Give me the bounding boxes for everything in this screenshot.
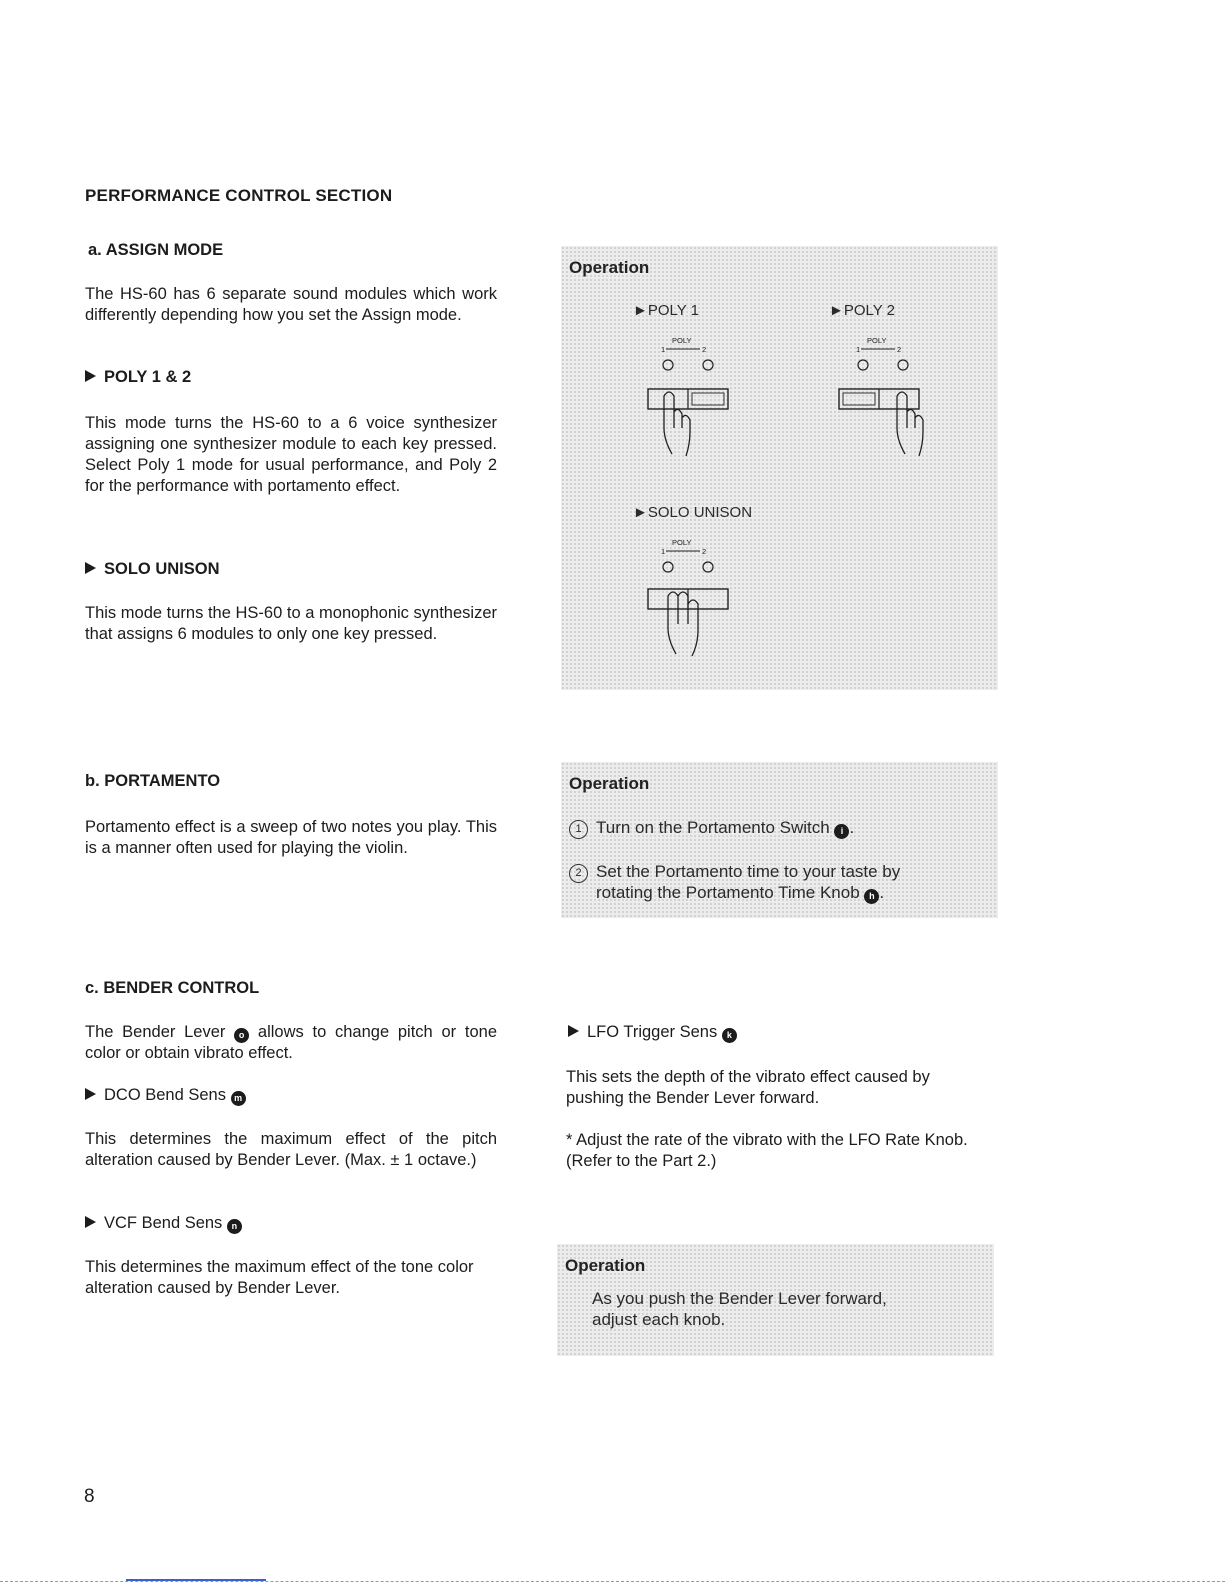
poly-heading: POLY 1 & 2 (85, 368, 191, 387)
switch-right-num: 2 (897, 345, 902, 354)
switch-label: POLY (672, 538, 692, 547)
led-icon (663, 562, 673, 572)
switch-left-num: 1 (856, 345, 861, 354)
solo-heading: SOLO UNISON (85, 560, 220, 579)
triangle-bullet-icon (85, 1216, 96, 1228)
callout-badge: m (231, 1091, 246, 1106)
triangle-bullet-icon (85, 370, 96, 382)
step-number-icon: 2 (569, 864, 588, 883)
bender-heading: c. BENDER CONTROL (85, 979, 260, 997)
led-icon (703, 360, 713, 370)
portamento-text: Portamento effect is a sweep of two notes you play. This is a manner often used for playing the violin. (85, 818, 497, 857)
portamento-step-1: 1 Turn on the Portamento Switch i . (569, 818, 854, 839)
dco-bend-text: This determines the maximum effect of the pitch alteration caused by Bender Lever. (Max. ± 1 octave.) (85, 1130, 497, 1169)
portamento-heading: b. PORTAMENTO (85, 772, 221, 790)
led-icon (663, 360, 673, 370)
footer-divider (0, 1581, 1225, 1582)
led-icon (703, 562, 713, 572)
switch-label: POLY (867, 336, 887, 345)
vcf-bend-heading: VCF Bend Sens n (85, 1213, 242, 1234)
switch-left-num: 1 (661, 547, 666, 556)
switch-right-num: 2 (702, 345, 707, 354)
bender-operation-line-2: adjust each knob. (592, 1310, 726, 1329)
poly2-switch-illustration (831, 332, 941, 472)
section-title: PERFORMANCE CONTROL SECTION (85, 186, 393, 205)
operation-title: Operation (569, 774, 650, 793)
assign-mode-intro: The HS-60 has 6 separate sound modules which work differently depending how you set the Assign mode. (85, 285, 497, 324)
callout-badge: k (722, 1028, 737, 1043)
vcf-bend-text: This determines the maximum effect of the tone color alteration caused by Bender Lever. (85, 1258, 474, 1297)
triangle-bullet-icon (568, 1025, 579, 1037)
solo-switch-illustration (636, 534, 746, 674)
bender-operation-box (557, 1244, 994, 1356)
switch-right-num: 2 (702, 547, 707, 556)
triangle-bullet-icon (85, 562, 96, 574)
poly1-label: ►POLY 1 (633, 302, 700, 319)
callout-badge: o (234, 1028, 249, 1043)
operation-title: Operation (569, 258, 650, 277)
callout-badge: h (864, 889, 879, 904)
lfo-trigger-heading: LFO Trigger Sens k (568, 1022, 737, 1043)
callout-badge: n (227, 1219, 242, 1234)
assign-mode-heading: a. ASSIGN MODE (88, 241, 224, 259)
switch-left-num: 1 (661, 345, 666, 354)
poly2-label: ►POLY 2 (829, 302, 896, 319)
pressing-finger-icon (668, 592, 698, 656)
callout-badge: i (834, 824, 849, 839)
assign-operation-box (561, 246, 998, 690)
portamento-operation-box (561, 762, 998, 918)
dco-bend-heading: DCO Bend Sens m (85, 1085, 246, 1106)
triangle-bullet-icon (85, 1088, 96, 1100)
solo-text: This mode turns the HS-60 to a monophonic synthesizer that assigns 6 modules to only one key pressed. (85, 604, 497, 643)
footer-link-underline (126, 1579, 266, 1581)
poly1-switch-illustration (636, 332, 746, 472)
led-icon (898, 360, 908, 370)
page-number: 8 (84, 1486, 95, 1507)
led-icon (858, 360, 868, 370)
bender-operation-line-1: As you push the Bender Lever forward, (592, 1289, 887, 1308)
solo-unison-label: ►SOLO UNISON (633, 504, 753, 521)
pressing-finger-icon (664, 392, 690, 456)
poly-text: This mode turns the HS-60 to a 6 voice synthesizer assigning one synthesizer module to each key pressed. Select Poly 1 mode for usual performance, and Poly 2 for the performance with portamento effect. (85, 414, 497, 495)
operation-title: Operation (565, 1256, 646, 1275)
portamento-step-2: 2 Set the Portamento time to your taste by (569, 862, 900, 883)
lfo-rate-note: * Adjust the rate of the vibrato with the LFO Rate Knob. (Refer to the Part 2.) (566, 1131, 968, 1170)
step-number-icon: 1 (569, 820, 588, 839)
bender-intro: The Bender Lever o allows to change pitch or tone color or obtain vibrato effect. (85, 1023, 497, 1062)
switch-label: POLY (672, 336, 692, 345)
lfo-trigger-text: This sets the depth of the vibrato effect caused by pushing the Bender Lever forward. (566, 1068, 930, 1107)
portamento-step-2-cont: rotating the Portamento Time Knob h . (596, 883, 885, 902)
